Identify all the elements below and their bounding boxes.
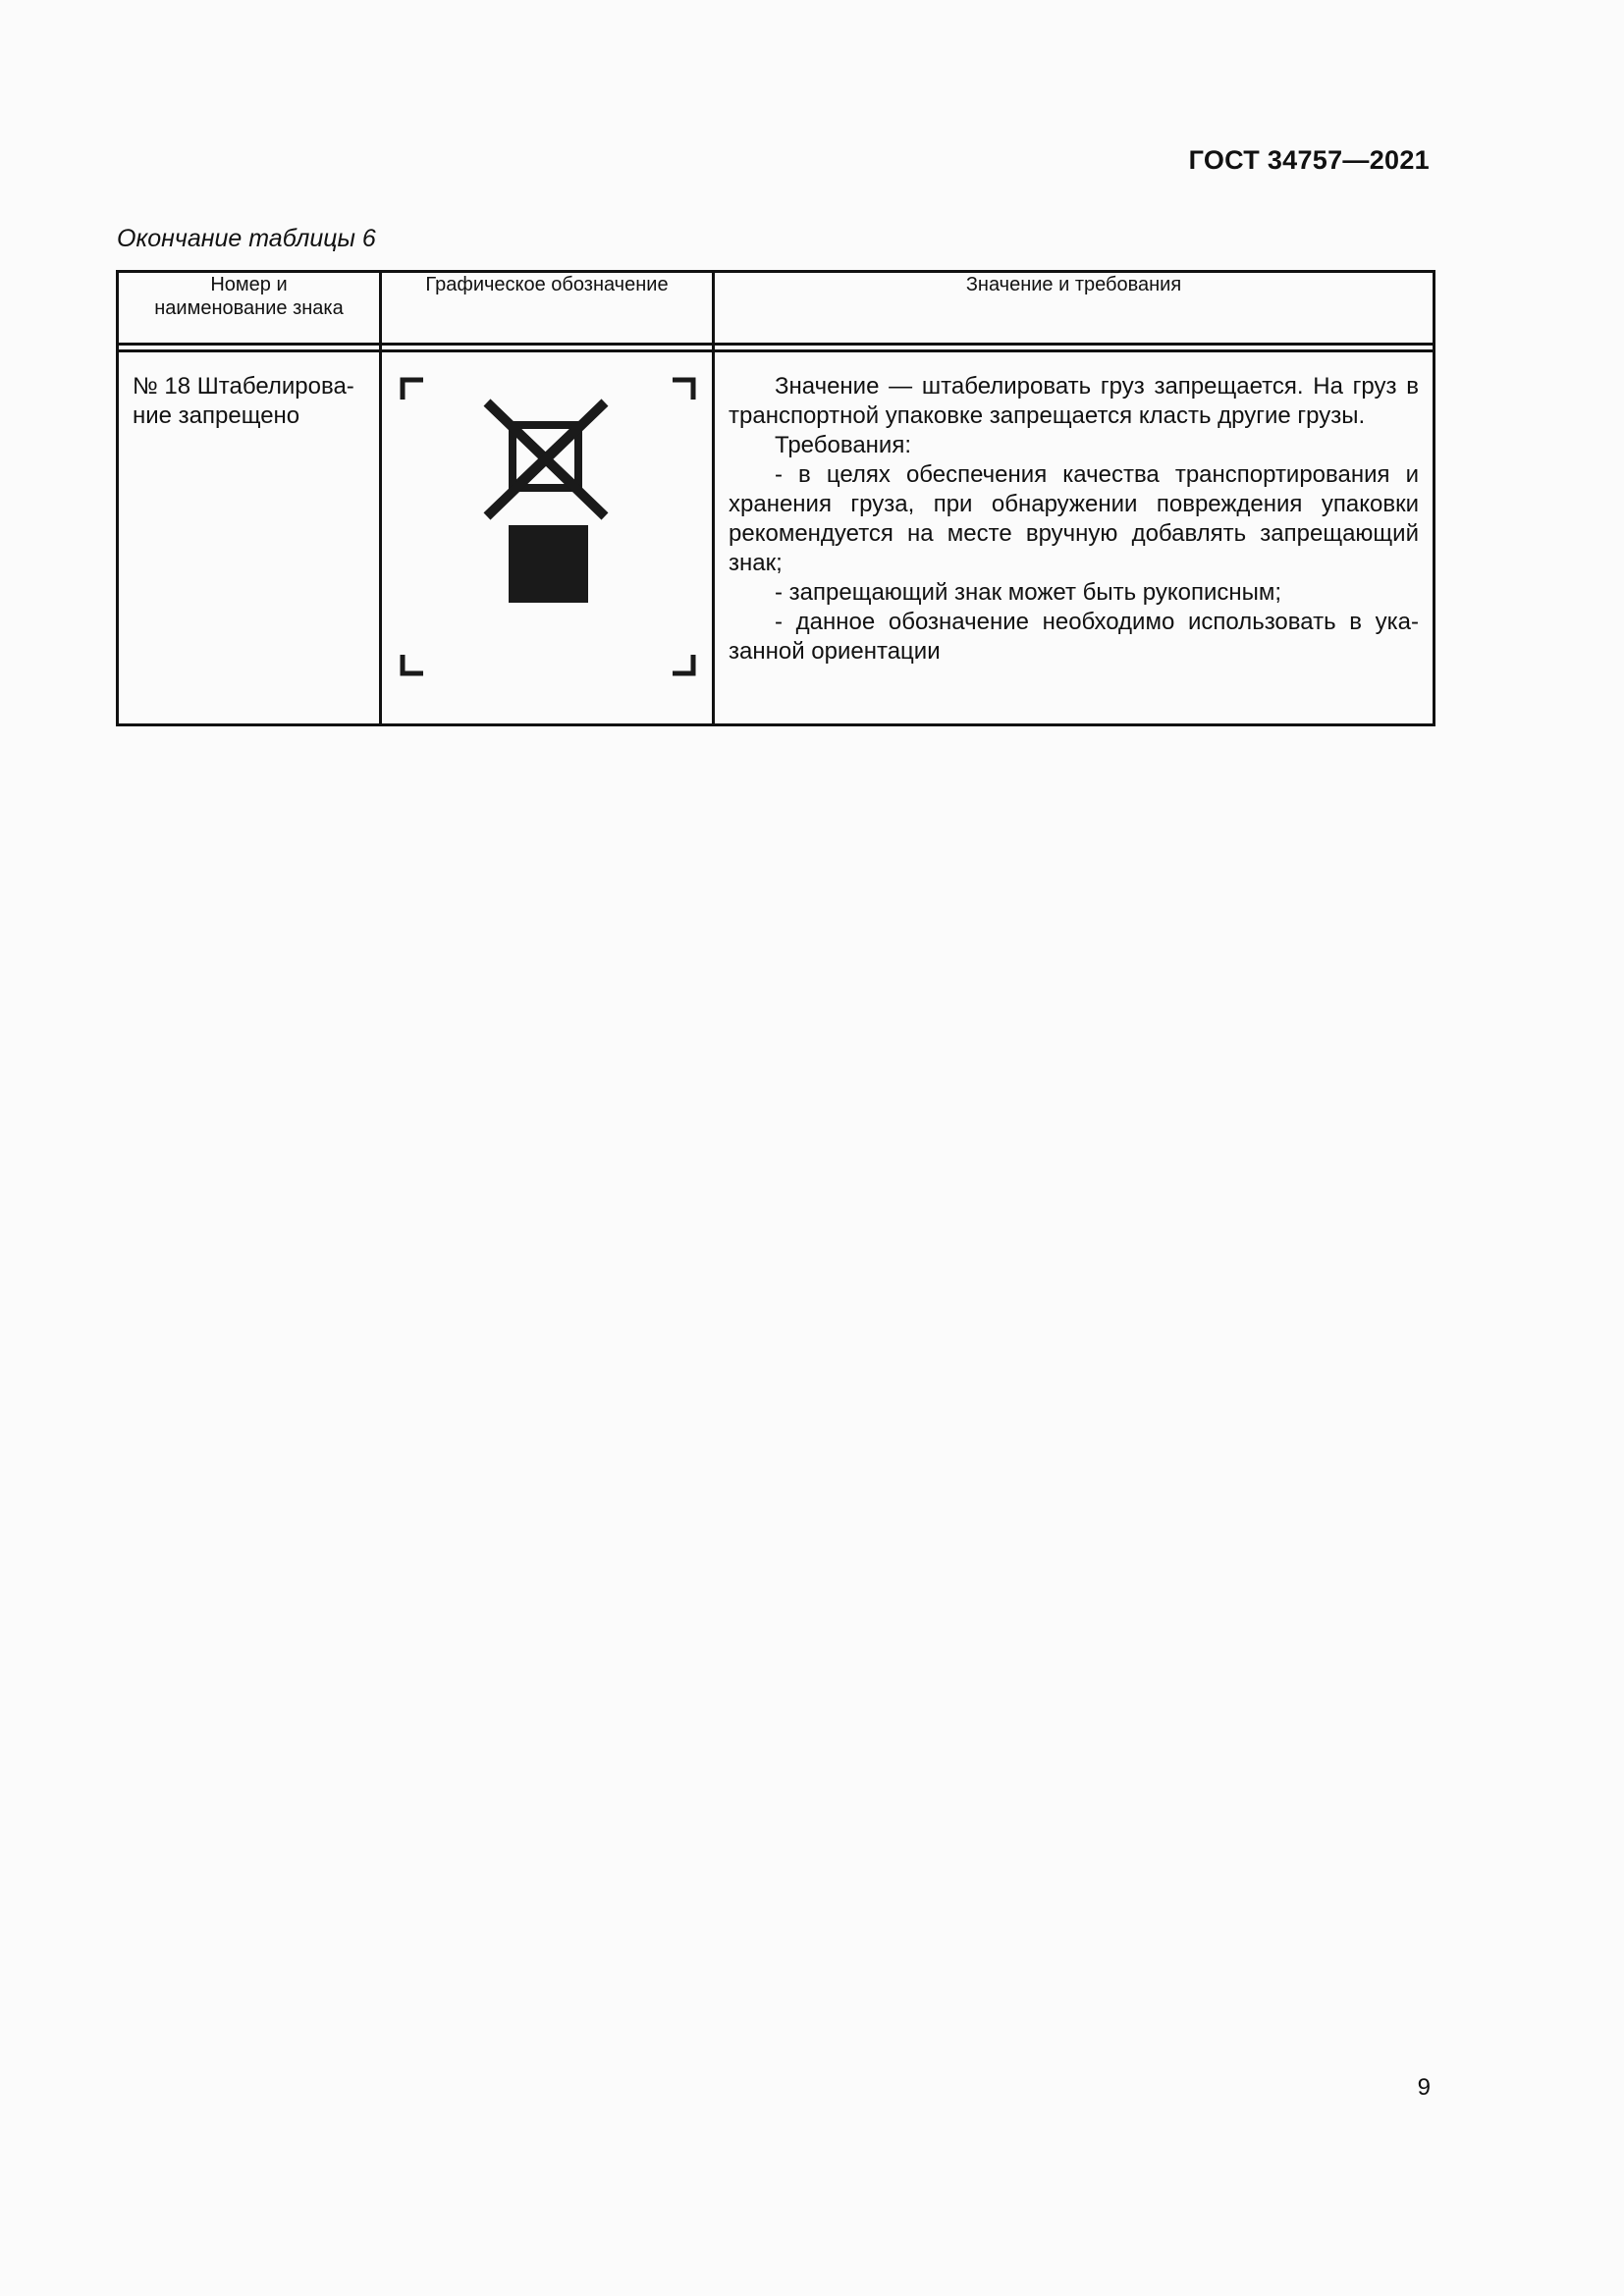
page-number: 9 — [1417, 2074, 1431, 2101]
column-header-sign-name — [118, 272, 381, 345]
corner-mark-top-left — [403, 380, 423, 400]
requirement-paragraph: Требования: — [775, 432, 911, 458]
column-header-meaning: Значение и требования — [714, 272, 1435, 345]
corner-mark-bottom-right — [673, 655, 693, 673]
sign-name-line: № 18 Штабелирова- — [133, 373, 354, 400]
requirement-paragraph: Значение — штабелировать груз запрещается. На груз в транспортной упаковке запрещается класть другие грузы. — [729, 373, 1419, 429]
requirement-paragraph: - запрещающий знак может быть рукописным; — [775, 579, 1282, 606]
sign-name-cell — [118, 351, 381, 725]
corner-mark-top-right — [673, 380, 693, 400]
table-row — [118, 351, 1435, 725]
column-header-line: Номер и — [210, 274, 288, 295]
sign-name-line: ние запрещено — [133, 402, 300, 429]
requirements-cell — [714, 351, 1435, 725]
no-stacking-icon — [382, 352, 715, 704]
lower-box-solid — [509, 525, 588, 603]
column-header-line: наименование знака — [154, 297, 344, 319]
requirement-paragraph: - данное обозначение необходимо использовать в указанной ориентации — [729, 609, 1419, 665]
corner-mark-bottom-left — [403, 655, 423, 673]
signs-table — [116, 270, 1435, 726]
table-caption: Окончание таблицы 6 — [117, 225, 376, 252]
graphic-cell — [381, 351, 714, 725]
header-double-rule — [118, 345, 1435, 351]
requirement-paragraph: - в целях обеспечения качества транспортирования и хранения груза, при обнаружении повреждения упаковки рекомендуется на месте вручную добавлять запрещающий знак; — [729, 461, 1419, 576]
table-header-row — [118, 272, 1435, 345]
document-code: ГОСТ 34757—2021 — [1188, 145, 1430, 175]
column-header-graphic: Графическое обозначение — [381, 272, 714, 345]
